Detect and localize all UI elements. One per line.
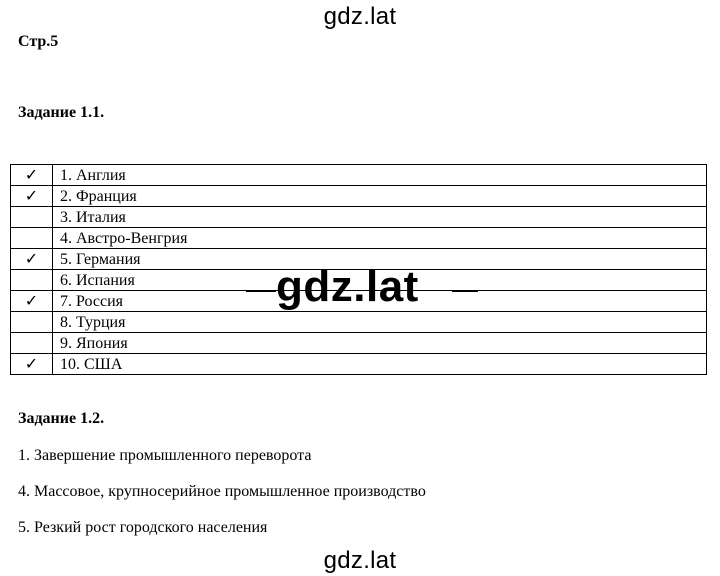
country-name: 9. Япония [53, 333, 707, 354]
table-row [11, 186, 707, 207]
page-number: Стр.5 [18, 33, 59, 50]
country-name: 2. Франция [53, 186, 707, 207]
check-mark [11, 207, 53, 228]
watermark-center: gdz.lat [276, 262, 419, 311]
table-row [11, 333, 707, 354]
country-name: 8. Турция [53, 312, 707, 333]
check-mark [11, 312, 53, 333]
check-mark: ✓ [11, 165, 53, 186]
watermark-top: gdz.lat [323, 3, 397, 30]
table-row [11, 228, 707, 249]
country-name: 1. Англия [53, 165, 707, 186]
table-row [11, 312, 707, 333]
task-2-heading: Задание 1.2. [18, 410, 105, 427]
country-name: 5. Германия [53, 249, 707, 270]
check-mark: ✓ [11, 291, 53, 312]
country-name: 3. Италия [53, 207, 707, 228]
task-1-heading: Задание 1.1. [18, 104, 105, 121]
table-row [11, 165, 707, 186]
answer-item: 5. Резкий рост городского населения [18, 519, 268, 536]
country-name: 4. Австро-Венгрия [53, 228, 707, 249]
country-name: 7. Россия [53, 291, 707, 312]
watermark-bottom: gdz.lat [323, 547, 397, 574]
answer-item: 1. Завершение промышленного переворота [18, 447, 312, 464]
table-row [11, 354, 707, 375]
watermark-line-left [246, 290, 276, 292]
check-mark: ✓ [11, 354, 53, 375]
check-mark [11, 228, 53, 249]
answer-item: 4. Массовое, крупносерийное промышленное производство [18, 483, 426, 500]
check-mark: ✓ [11, 249, 53, 270]
check-mark [11, 270, 53, 291]
watermark-line-right [452, 290, 478, 292]
country-name: 10. США [53, 354, 707, 375]
check-mark [11, 333, 53, 354]
country-name: 6. Испания [53, 270, 707, 291]
check-mark: ✓ [11, 186, 53, 207]
table-row [11, 207, 707, 228]
